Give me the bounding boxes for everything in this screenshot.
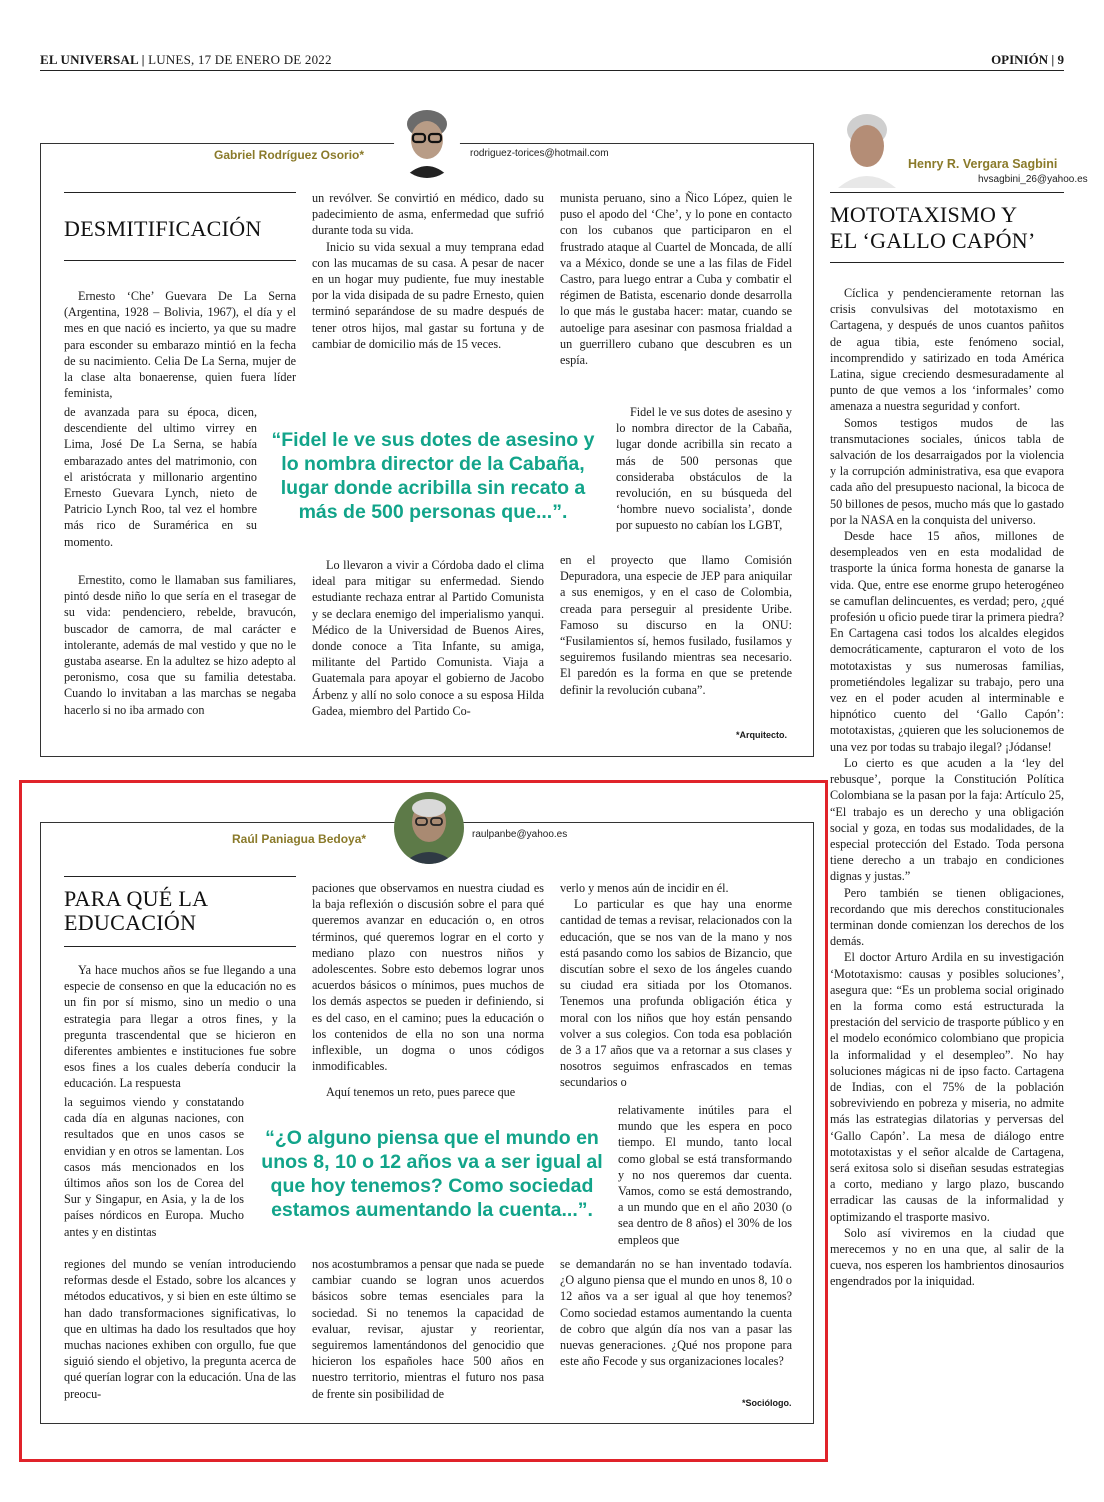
article-column-1-cont [64,1094,244,1258]
paragraph: en el proyecto que llamo Comisión Depuradora, una especie de JEP para aniquilar a sus enemigos, y en el caso de Colombia, creada para perseguir al presidente Uribe. Famoso su discurso en la ONU: “Fusilamientos sí, hemos fusilado, fusilamos y seguiremos fusilando mientras sea necesario. El paredón es la forma en que se pretende definir la revolución cubana”. [560,553,792,697]
author-name: Henry R. Vergara Sagbini [908,157,1058,171]
paragraph: de avanzada para su época, dicen, descendiente del ultimo virrey en Lima, José De La Serna, se había embarazado antes del matrimonio, con el aristócrata y millonario argentino Ernesto Guevara Lynch, nieto de Patricio Lynch Roo, tal vez el hombre más rico de Suramérica en su momento. [64,405,257,549]
paragraph: la seguimos viendo y constatando cada día en algunas naciones, con resultados que en unos casos se envidian y en otros se lamentan. Los casos más mencionados en los últimos años son los de Corea del Sur y Singapur, en Asia, y la de los países nórdicos en Europa. Mucho antes y en distintas [64,1095,244,1239]
paragraph: Inicio su vida sexual a muy temprana edad con las mucamas de su casa. A pesar de nacer en un hogar muy pudiente, fue muy inestable por la vida disipada de su padre Ernesto, quien terminó separándose de su madre después de tener otros hijos, mal gastar su fortuna y de cambiar de domicilio más de 15 veces. [312,239,544,351]
title-top-rule [64,192,296,193]
article-column-3 [560,190,792,402]
paragraph: Desde hace 15 años, millones de desempleados ven en esta modalidad de trasporte la única forma honesta de ganarse la vida. Que, entre ese enorme grupo heterogéneo se camuflan delincuentes, es verdad; pero, ¿qué profesión u oficio puede tirar la primera piedra? En Cartagena casi todos los alcaldes elegidos democráticamente, capturaron el voto de los mototaxistas y sus numerosas familias, prometiéndoles legalizar su trabajo, pero una vez en el poder acuden al interminable e hipnótico cuento del ‘Gallo Capón’: mototaxistas, ¿quieren que les solucionemos de una vez por todas su trabajo ilegal? ¡Jódanse! [830,529,1064,754]
article-column-1-cont [64,404,257,568]
paragraph: paciones que observamos en nuestra ciudad es la baja reflexión o discusión sobre el para qué queremos avanzar en educación o, en otros términos, qué queremos lograr en el corto y mediano plazo con nuestros niños y adolescentes. Sobre esto debemos lograr unos acuerdos básicos o mínimos, pues muchos de los demás aspectos se pueden ir definiendo, si es del caso, en el camino; pues la educación o los contenidos de ella no son una norma inflexible, un dogma o unos códigos inmodificables. [312,881,544,1074]
paragraph: Cíclica y pendencieramente retornan las crisis convulsivas del mototaxismo en Cartagena, y después de unos cuantos pañitos de agua tibia, este fenómeno social, incomprendido y satirizado en toda América Latina, sigue creciendo desmesuradamente al punto de que vemos a los ‘informales’ como amenaza a nuestra seguridad y confort. [830,286,1064,414]
article-column-1 [64,288,296,404]
article-column-3-end [560,552,792,732]
article-title-line2: EL ‘GALLO CAPÓN’ [830,228,1036,253]
paragraph: Pero también se tienen obligaciones, recordando que mis derechos constitucionales terminan donde comienzan los derechos de los demás. [830,885,1064,949]
author-name: Gabriel Rodríguez Osorio* [214,148,365,162]
article-title-line1: PARA QUÉ LA [64,886,209,911]
author-email[interactable]: raulpanbe@yahoo.es [472,829,568,840]
article-column-2 [312,880,544,1080]
section-name: OPINIÓN [991,52,1049,67]
portrait-icon [394,792,464,864]
pull-quote: “Fidel le ve sus dotes de asesino y lo nombra director de la Cabaña, lugar donde acribilla sin recato a más de 500 personas que...”. [271,429,595,523]
paragraph: nos acostumbramos a pensar que nada se puede cambiar cuando se logran unos acuerdos básicos sobre temas esenciales para la sociedad. Si no tenemos la capacidad de evaluar, revisar, ajustar y reorientar, seguiremos lamentándonos del genocidio que hicieron los españoles hace 500 años en nuestro territorio, mientras el futuro nos pasa de frente sin posibilidad de [312,1257,544,1401]
article-column-3-cont [618,1102,792,1256]
paragraph: munista peruano, sino a Ñico López, quien le puso el apodo del ‘Che’, y lo pone en contacto con los cubanos que participaron en el frustrado ataque al Cuartel de Moncada, de allí va a México, donde se une a las filas de Fidel Castro, para luego entrar a Cuba y combatir el régimen de Batista, escenario donde desarrolla lo que más le gustaba hacer: matar, cuando se autoelige para asesinar con pasmosa frialdad a un guerrillero cubano que descubren es un espía. [560,191,792,368]
header-separator: | [141,52,149,67]
paragraph: Lo particular es que hay una enorme cantidad de temas a revisar, relacionados con la educación, que se nos van de la mano y nos está pasando como los sabios de Bizancio, que discutían sobre el sexo de los ángeles cuando su ciudad era sitiada por los Otomanos. Tenemos una profunda obligación ética y moral con los niños que hoy están pensando volver a sus colegios. Con toda esa población de 3 a 17 años que va a retornar a sus clases y nosotros seguimos enfrascados en temas secundarios o [560,897,792,1090]
title-bottom-rule [64,946,296,947]
portrait-icon [834,110,900,188]
paragraph: Lo cierto es que acuden a la ‘ley del rebusque’, porque la Constitución Política Colombiana se la pasan por la faja: Artículo 25, “El trabajo es un derecho y una obligación social y goza, en todas sus modalidades, de la especial protección del Estado. Toda persona tiene derecho a un trabajo en condiciones dignas y justas.” [830,755,1064,884]
paragraph: Lo llevaron a vivir a Córdoba dado el clima ideal para mitigar su enfermedad. Siendo estudiante rechaza entrar al Partido Comunista y se declara enemigo del imperialismo yanqui. Médico de la Universidad de Buenos Aires, donde conoce a Tita Infante, su amiga, militante del Partido Comunista. Viaja a Guatemala para apoyar el gobierno de Jacobo Árbenz y allí no solo conoce a su esposa Hilda Gadea, miembro del Partido Co- [312,558,544,718]
publication-date: LUNES, 17 DE ENERO DE 2022 [148,52,332,67]
paragraph: El doctor Arturo Ardila en su investigación ‘Mototaxismo: causas y posibles soluciones’, asegura que: “Es un problema social originado en la forma como está estructurada la prestación del servicio de trasporte público y en el modelo económico colombiano que propicia la informalidad y el desempleo”. No hay soluciones mágicas ni de ipso facto. Cartagena de Indias, con el 75% de la población sobreviviendo en pobreza y miseria, no admite más las estrategias dilatorias y perversas del ‘Gallo Capón’. La mesa de diálogo entre mototaxistas y el señor alcalde de Cartagena, será exitosa solo si diseñan sesudas estrategias a corto, mediano y largo plazo, buscando erradicar las causas de la informalidad y optimizando el trasporte masivo. [830,950,1064,1224]
page-number: 9 [1057,52,1064,67]
author-signature: *Arquitecto. [736,730,788,740]
article-column-2-cont [312,557,544,753]
portrait-icon [394,106,460,178]
title-bottom-rule [830,262,1064,263]
author-name: Raúl Paniagua Bedoya* [232,832,367,846]
paragraph: Solo así viviremos en la ciudad que merecemos y no en una que, al salir de la cueva, nos esperen los hambrientos dinosaurios engendrados por la iniquidad. [830,1225,1064,1289]
article-column-1 [64,962,296,1094]
article-column-3-end [560,1256,792,1388]
pull-quote: “¿O alguno piensa que el mundo en unos 8, 10 o 12 años va a ser igual al que hoy tenemos? Como sociedad estamos aumentando la cuenta...”. [261,1127,603,1221]
title-top-rule [830,192,1064,193]
paragraph: Ernestito, como le llamaban sus familiares, pintó desde niño lo que sería en el trasegar de su vida: pendenciero, rebelde, bravucón, buscador de camorra, de mal carácter e intolerante, además de mal vestido y que no le gustaba asearse. En la adultez se hizo adepto al peronismo, cosa que su familia detestaba. Cuando lo invitaban a las marchas se negaba hacerlo si no iba armado con [64,573,296,717]
article-column-2-cont [312,1256,544,1406]
paragraph: Ernesto ‘Che’ Guevara De La Serna (Argentina, 1928 – Bolivia, 1967), el día y el mes en que nació es incierto, ya que su madre para esconder su embarazo mintió en la fecha de su nacimiento. Celia De La Serna, mujer de la clase alta bonaerense, quien fuera líder feminista, [64,289,296,401]
article-column-2 [312,190,544,402]
page-header-right [991,52,1064,68]
page-header-left [40,52,332,68]
newspaper-name: EL UNIVERSAL [40,52,139,67]
article-column-1-end [64,572,296,752]
author-photo-raul [394,792,464,864]
paragraph: Somos testigos mudos de las transmutaciones sociales, únicos tabla de salvación de los desarraigados por la violencia y la corrupción administrativa, esa que evapora cada año del presupuesto nacional, la bicoca de 50 billones de pesos, mucho más que lo gastado por la NASA en la conquista del universo. [830,415,1064,527]
header-rule [40,70,1064,71]
paragraph: Ya hace muchos años se fue llegando a una especie de consenso en que la educación no es un fin por sí mismo, sino un medio o una estrategia para llegar a otros fines, y la pregunta trascendental que se hicieron en diferentes ambientes e instituciones fue sobre esos fines a los cuales debería conducir la educación. La respuesta [64,963,296,1091]
author-email[interactable]: rodriguez-torices@hotmail.com [470,148,609,159]
article-title-line1: MOTOTAXISMO Y [830,202,1018,227]
article-title-line2: EDUCACIÓN [64,910,197,935]
article-column-3-cont [616,404,792,552]
paragraph: regiones del mundo se venían introduciendo reformas desde el Estado, sobre los alcances y métodos educativos, y si bien en este último se han dado transformaciones significativas, lo que en ultimas ha dado los resultados que hoy muchas naciones exhiben con orgullo, fue que siguió siendo el objetivo, la pregunta acerca de qué querían lograr con la educación. Una de las preocu- [64,1257,296,1401]
title-bottom-rule [64,260,296,261]
header-separator-right: | [1051,52,1058,67]
author-signature: *Sociólogo. [742,1398,792,1408]
paragraph: se demandarán no se han inventado todavía. ¿O alguno piensa que el mundo en unos 8, 10 o 12 años va a ser igual al que hoy tenemos? Como sociedad estamos aumentando la cuenta de cobro que algún día nos van a pasar las nuevas generaciones. ¿Qué nos propone para este año Fecode y sus organizaciones locales? [560,1257,792,1369]
article-column-2-b [312,1084,544,1102]
paragraph: relativamente inútiles para el mundo que les espera en poco tiempo. El mundo, tanto local como global se está transformando y no nos queremos dar cuenta. Vamos, como se está demostrando, a un mundo que en el año 2030 (o sea dentro de 8 años) el 30% de los empleos que [618,1103,792,1247]
author-email[interactable]: hvsagbini_26@yahoo.es [978,174,1088,185]
author-photo-gabriel [394,106,460,178]
author-photo-henry [834,110,900,188]
paragraph: verlo y menos aún de incidir en él. [560,881,729,895]
article-column [830,285,1064,1411]
paragraph: un revólver. Se convirtió en médico, dado su padecimiento de asma, enfermedad que sufrió durante toda su vida. [312,191,544,238]
paragraph: Aquí tenemos un reto, pues parece que [326,1085,516,1099]
article-column-1-end [64,1256,296,1406]
article-title: DESMITIFICACIÓN [64,216,262,241]
title-top-rule [64,876,296,877]
article-column-3 [560,880,792,1102]
paragraph: Fidel le ve sus dotes de asesino y lo nombra director de la Cabaña, lugar donde acribilla sin recato a más de 500 personas que consideraba obstáculos de la revolución, en su búsqueda del ‘hombre nuevo socialista’, donde por supuesto no cabían los LGBT, [616,405,792,533]
